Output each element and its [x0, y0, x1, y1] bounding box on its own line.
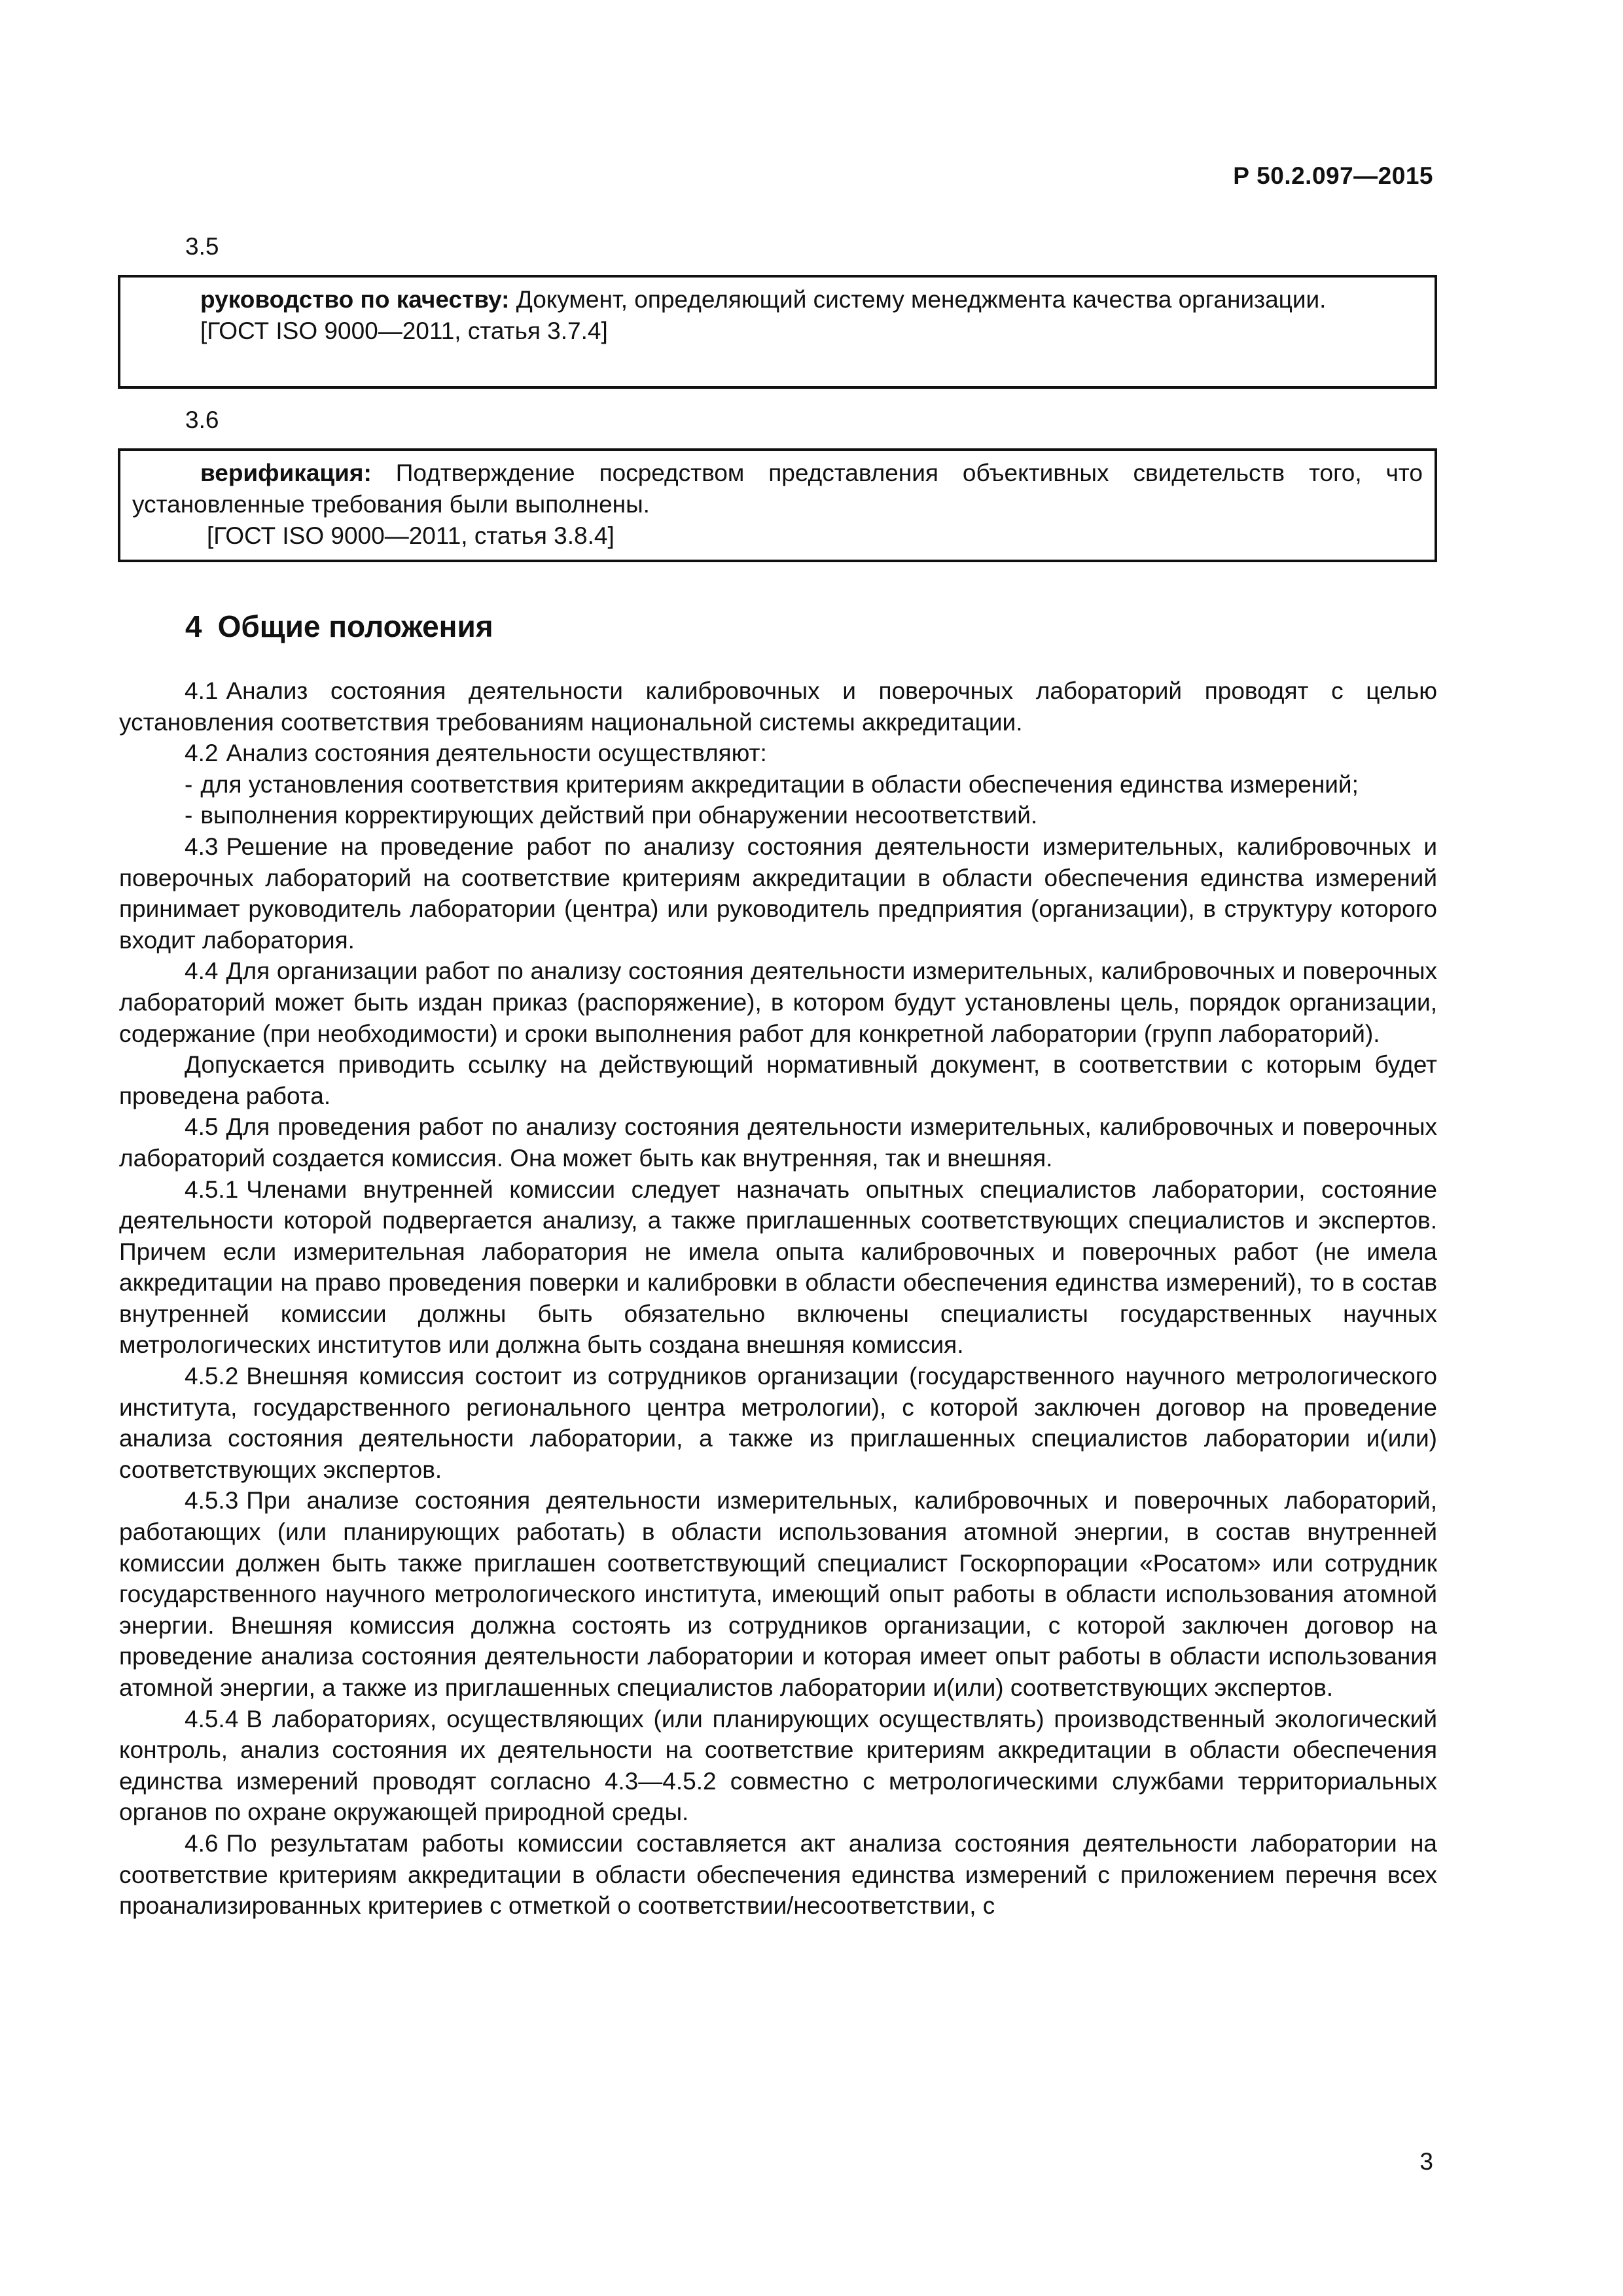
paragraph-text: По результатам работы комиссии составляется акт анализа состояния деятельности лаборатории на соответствие критериям аккредитации в области обеспечения единства измерений с приложением перечня всех проанализированных критериев с отметкой о соответствии/несоответствии, с — [119, 1829, 1437, 1920]
term-definition-text: Подтверждение посредством представления объективных свидетельств того, что установленные требования были выполнены. — [132, 459, 1423, 518]
paragraph-text: Решение на проведение работ по анализу состояния деятельности измерительных, калибровочных и поверочных лабораторий на соответствие критериям аккредитации в области обеспечения единства измерений принимает руководитель лаборатории (центра) или руководитель предприятия (организации), в структуру которого входит лаборатория. — [119, 833, 1437, 954]
paragraph — [119, 1174, 1437, 1361]
term-definition — [132, 457, 1423, 520]
list-item — [119, 800, 1437, 831]
paragraph — [119, 956, 1437, 1049]
paragraph-text: При анализе состояния деятельности измерительных, калибровочных и поверочных лабораторий, работающих (или планирующих работать) в области использования атомной энергии, в состав внутренней комиссии должен быть также приглашен соответствующий специалист Госкорпорации «Росатом» или сотрудник государственного научного метрологического института, имеющий опыт работы в области использования атомной энергии. Внешняя комиссия должна состоять из сотрудников организации, с которой заключен договор на проведение анализа состояния деятельности лаборатории и которая имеет опыт работы в области использования атомной энергии, а также из приглашенных специалистов лаборатории и(или) соответствующих экспертов. — [119, 1487, 1437, 1701]
section-title: Общие положения — [217, 609, 493, 643]
paragraph-label: 4.3 — [185, 833, 219, 860]
paragraph-text: Для проведения работ по анализу состояния деятельности измерительных, калибровочных и поверочных лабораторий создается комиссия. Она может быть как внутренняя, так и внешняя. — [119, 1113, 1437, 1172]
term-reference: [ГОСТ ISO 9000—2011, статья 3.7.4] — [200, 317, 608, 344]
list-item-text: для установления соответствия критериям аккредитации в области обеспечения единства измерений; — [200, 770, 1359, 798]
paragraph-label: 4.5 — [185, 1113, 219, 1141]
paragraph — [119, 1361, 1437, 1485]
list-dash: - — [185, 802, 193, 829]
list-dash: - — [185, 770, 193, 798]
paragraph — [119, 1111, 1437, 1174]
paragraph-label: 4.5.2 — [185, 1363, 239, 1390]
paragraph-label: 4.5.4 — [185, 1705, 239, 1732]
paragraph-text: Внешняя комиссия состоит из сотрудников организации (государственного научного метрологического института, государственного регионального центра метрологии), с которой заключен договор на проведение анализа состояния деятельности лаборатории, а также из приглашенных специалистов лаборатории и(или) соответствующих экспертов. — [119, 1363, 1437, 1483]
paragraph-label: 4.2 — [185, 740, 219, 767]
term-name: руководство по качеству: — [200, 286, 510, 313]
paragraph-label: 4.6 — [185, 1829, 219, 1857]
paragraph — [119, 1049, 1437, 1111]
term-box — [118, 448, 1437, 562]
paragraph-label: 4.4 — [185, 958, 219, 985]
paragraph — [119, 1828, 1437, 1922]
paragraph-text: Допускается приводить ссылку на действующий нормативный документ, в соответствии с которым будет проведена работа. — [119, 1051, 1437, 1109]
term-reference: [ГОСТ ISO 9000—2011, статья 3.8.4] — [207, 522, 615, 549]
section-heading — [185, 609, 493, 644]
list-item — [119, 769, 1437, 800]
paragraph-text: Членами внутренней комиссии следует назначать опытных специалистов лаборатории, состояние деятельности которой подвергается анализу, а также приглашенных соответствующих специалистов и экспертов. Причем если измерительная лаборатория не имела опыта калибровочных и поверочных работ (не имела аккредитации на право проведения поверки и калибровки в области обеспечения единства измерений), то в состав внутренней комиссии должны быть обязательно включены специалисты государственных научных метрологических институтов или должна быть создана внешняя комиссия. — [119, 1175, 1437, 1359]
term-name: верификация: — [200, 459, 372, 486]
body-text — [119, 675, 1437, 1922]
paragraph-text: Анализ состояния деятельности калибровочных и поверочных лабораторий проводят с целью установления соответствия требованиям национальной системы аккредитации. — [119, 677, 1437, 736]
paragraph-label: 4.5.3 — [185, 1487, 239, 1515]
paragraph — [119, 1704, 1437, 1828]
paragraph-text: Анализ состояния деятельности осуществляют: — [226, 740, 767, 767]
section-number: 4 — [185, 609, 202, 643]
term-number: 3.6 — [185, 406, 219, 433]
list-item-text: выполнения корректирующих действий при обнаружении несоответствий. — [200, 802, 1038, 829]
paragraph-label: 4.1 — [185, 677, 219, 704]
paragraph-text: В лабораториях, осуществляющих (или планирующих осуществлять) производственный экологический контроль, анализ состояния их деятельности на соответствие критериям аккредитации в области обеспечения единства измерений проводят согласно 4.3—4.5.2 совместно с метрологическими службами территориальных органов по охране окружающей природной среды. — [119, 1705, 1437, 1826]
paragraph — [119, 738, 1437, 769]
page-number: 3 — [1419, 2148, 1433, 2175]
term-definition-text: Документ, определяющий систему менеджмента качества организации. — [509, 286, 1327, 313]
paragraph-text: Для организации работ по анализу состояния деятельности измерительных, калибровочных и поверочных лабораторий может быть издан приказ (распоряжение), в котором будут установлены цель, порядок организации, содержание (при необходимости) и сроки выполнения работ для конкретной лаборатории (групп лабораторий). — [119, 958, 1437, 1047]
term-definition — [132, 284, 1423, 315]
paragraph — [119, 675, 1437, 738]
paragraph — [119, 831, 1437, 956]
document-code: Р 50.2.097—2015 — [1233, 162, 1433, 189]
term-box — [118, 275, 1437, 389]
paragraph — [119, 1485, 1437, 1703]
paragraph-label: 4.5.1 — [185, 1175, 239, 1203]
term-number: 3.5 — [185, 233, 219, 260]
